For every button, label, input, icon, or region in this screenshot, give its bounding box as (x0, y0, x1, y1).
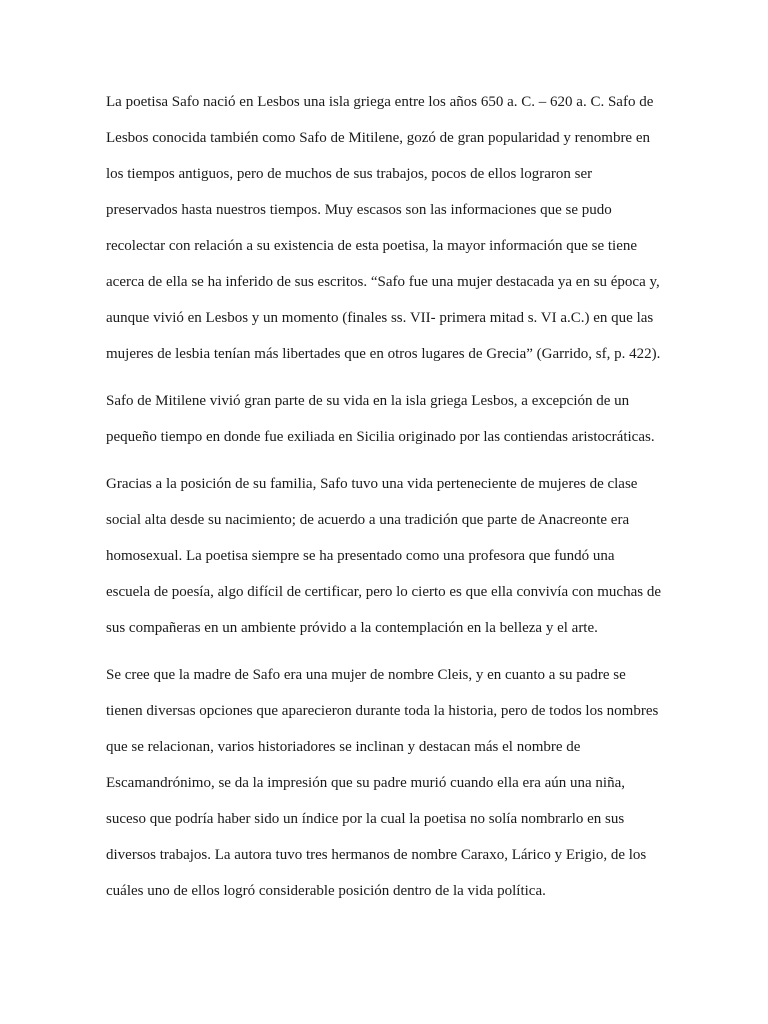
paragraph-1: La poetisa Safo nació en Lesbos una isla griega entre los años 650 a. C. – 620 a. C. Safo de Lesbos conocida también como Safo de Mitilene, gozó de gran popularidad y renombre en los tiempos antiguos, pero de muchos de sus trabajos, pocos de ellos lograron ser preservados hasta nuestros tiempos. Muy escasos son las informaciones que se pudo recolectar con relación a su existencia de esta poetisa, la mayor información que se tiene acerca de ella se ha inferido de sus escritos. “Safo fue una mujer destacada ya en su época y, aunque vivió en Lesbos y un momento (finales ss. VII- primera mitad s. VI a.C.) en que las mujeres de lesbia tenían más libertades que en otros lugares de Grecia” (Garrido, sf, p. 422). (106, 94, 661, 362)
paragraph-4: Se cree que la madre de Safo era una mujer de nombre Cleis, y en cuanto a su padre se tienen diversas opciones que aparecieron durante toda la historia, pero de todos los nombres que se relacionan, varios historiadores se inclinan y destacan más el nombre de Escamandrónimo, se da la impresión que su padre murió cuando ella era aún una niña, suceso que podría haber sido un índice por la cual la poetisa no solía nombrarlo en sus diversos trabajos. La autora tuvo tres hermanos de nombre Caraxo, Lárico y Erigio, de los cuáles uno de ellos logró considerable posición dentro de la vida política. (106, 667, 659, 899)
paragraph-3: Gracias a la posición de su familia, Safo tuvo una vida perteneciente de mujeres de clase social alta desde su nacimiento; de acuerdo a una tradición que parte de Anacreonte era homosexual. La poetisa siempre se ha presentado como una profesora que fundó una escuela de poesía, algo difícil de certificar, pero lo cierto es que ella convivía con muchas de sus compañeras en un ambiente próvido a la contemplación en la belleza y el arte. (106, 476, 661, 636)
paragraph-2: Safo de Mitilene vivió gran parte de su vida en la isla griega Lesbos, a excepción de un pequeño tiempo en donde fue exiliada en Sicilia originado por las contiendas aristocráticas. (106, 393, 655, 445)
document-body (106, 84, 662, 920)
